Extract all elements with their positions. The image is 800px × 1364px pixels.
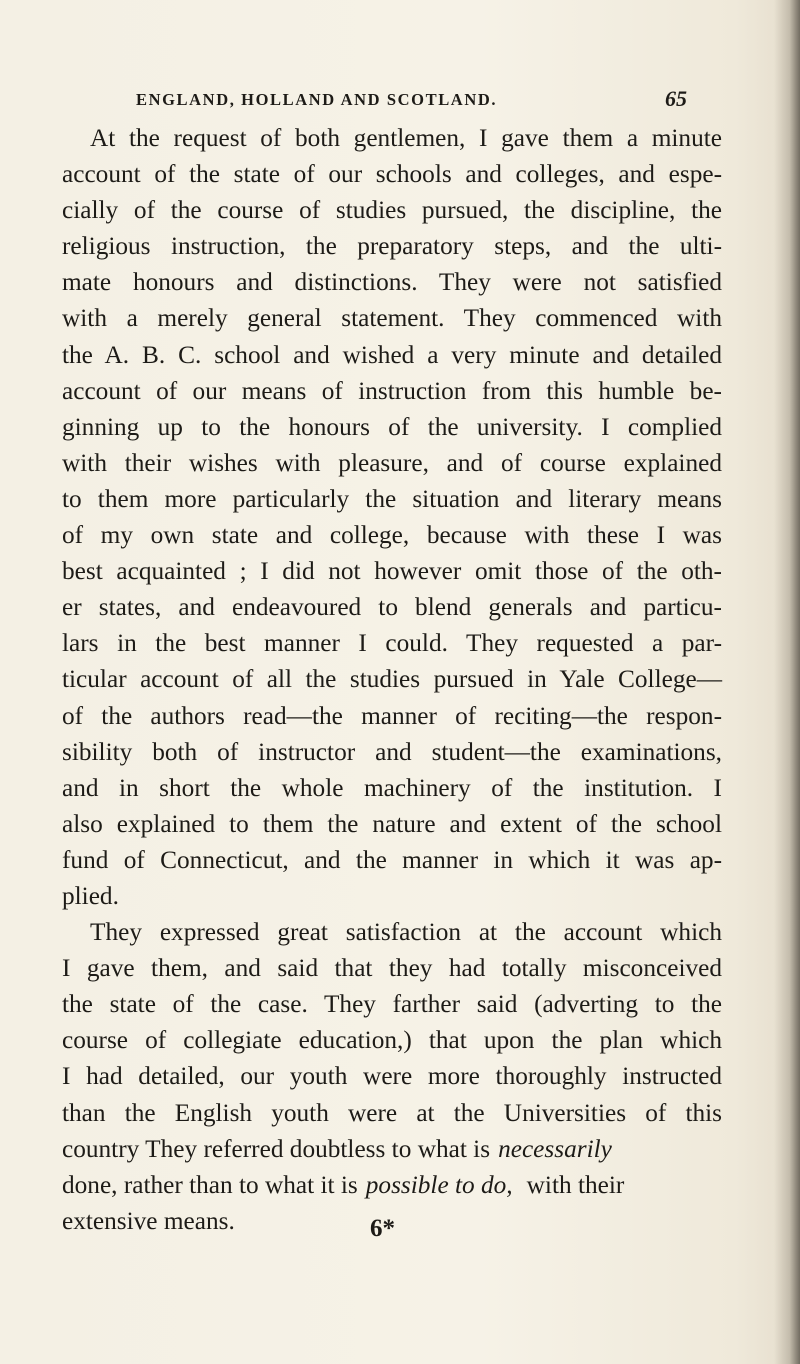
text-line: ginning up to the honours of the university. I complied: [62, 412, 722, 441]
text-line: account of our means of instruction from this humble be-: [62, 376, 722, 405]
text-line: [62, 1167, 722, 1203]
text-line-roman: country They referred doubtless to what is: [62, 1134, 491, 1163]
text-line: lars in the best manner I could. They requested a par-: [62, 629, 722, 658]
text-line: I gave them, and said that they had totally misconceived: [62, 954, 722, 983]
text-line: with their wishes with pleasure, and of course explained: [62, 448, 722, 477]
text-line: of my own state and college, because with these I was: [62, 521, 722, 550]
text-line: fund of Connecticut, and the manner in which it was ap-: [62, 845, 722, 874]
text-line: to them more particularly the situation and literary means: [62, 484, 722, 513]
text-line: plied.: [62, 881, 119, 910]
text-line: best acquainted ; I did not however omit those of the oth-: [62, 557, 722, 586]
text-line: with a merely general statement. They commenced with: [62, 304, 722, 333]
text-line: and in short the whole machinery of the institution. I: [62, 773, 722, 802]
text-line: extensive means.: [62, 1206, 235, 1235]
text-line-italic: necessarily: [498, 1134, 612, 1163]
text-line: I had detailed, our youth were more thoroughly instructed: [62, 1062, 722, 1091]
text-line: er states, and endeavoured to blend generals and particu-: [62, 593, 722, 622]
text-line: cially of the course of studies pursued, the discipline, the: [62, 196, 722, 225]
text-line: than the English youth were at the Universities of this: [62, 1098, 722, 1127]
text-line: They expressed great satisfaction at the account which: [90, 918, 722, 947]
running-head: [112, 86, 687, 116]
text-line: religious instruction, the preparatory steps, and the ulti-: [62, 232, 722, 261]
running-title: ENGLAND, HOLLAND AND SCOTLAND.: [136, 90, 498, 109]
text-line: ticular account of all the studies pursued in Yale College—: [62, 665, 722, 694]
text-line: also explained to them the nature and extent of the school: [62, 809, 722, 838]
text-line: account of the state of our schools and colleges, and espe-: [62, 160, 722, 189]
text-line-roman-tail: with their: [526, 1170, 625, 1199]
text-line-italic: possible to do,: [365, 1170, 513, 1199]
text-line: of the authors read—the manner of reciting—the respon-: [62, 701, 722, 730]
text-line: course of collegiate education,) that upon the plan which: [62, 1026, 722, 1055]
page-edge-shadow: [774, 0, 800, 1364]
page-number: 65: [665, 86, 687, 111]
body-text: [62, 120, 722, 1239]
text-line: mate honours and distinctions. They were not satisfied: [62, 268, 722, 297]
text-line: the state of the case. They farther said (adverting to the: [62, 990, 722, 1019]
text-line: At the request of both gentlemen, I gave them a minute: [90, 124, 722, 152]
text-line: the A. B. C. school and wished a very minute and detailed: [62, 340, 722, 369]
text-line: [62, 1131, 722, 1167]
signature-mark: 6*: [370, 1215, 395, 1242]
text-line-roman: done, rather than to what it is: [62, 1170, 358, 1199]
text-line: sibility both of instructor and student—the examinations,: [62, 737, 722, 766]
